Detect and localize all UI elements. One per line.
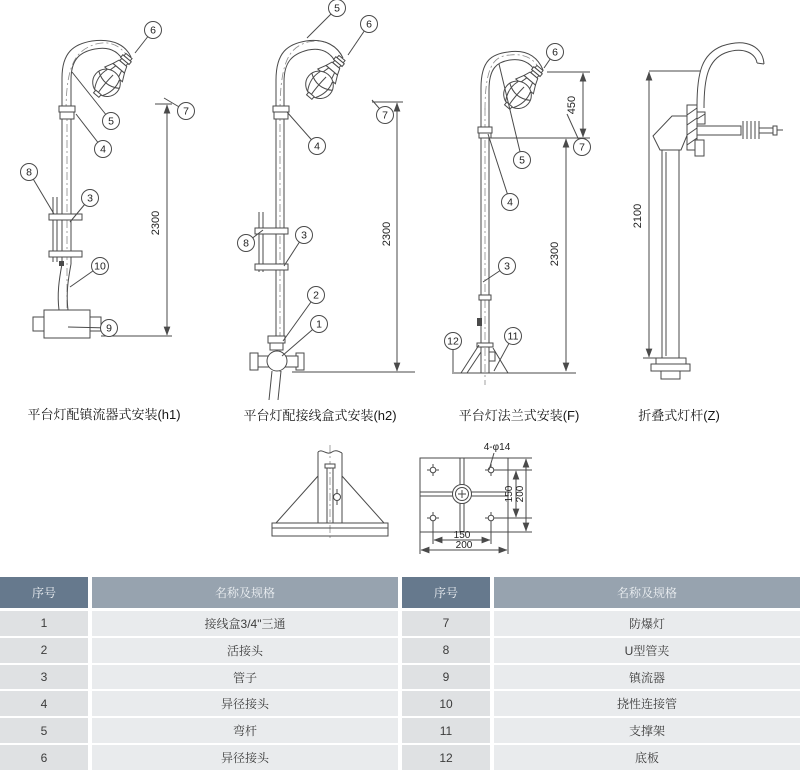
svg-text:3: 3 — [504, 260, 510, 273]
parts-table-left — [0, 577, 398, 770]
dim-150-h: 150 — [453, 530, 471, 541]
table-row — [402, 745, 800, 770]
caption-z: 折叠式灯杆(Z) — [638, 408, 720, 423]
figure-z — [632, 43, 783, 379]
dim-200-v: 200 — [515, 485, 526, 503]
dim-200-h: 200 — [455, 540, 473, 551]
explosion-proof-lamp-icon — [298, 49, 352, 106]
part-name: 活接头 — [92, 638, 398, 663]
u-clamp — [255, 264, 288, 270]
col-header-name: 名称及规格 — [494, 577, 800, 608]
part-name: 异径接头 — [92, 691, 398, 716]
parts-table-right — [402, 577, 800, 770]
caption-h1: 平台灯配镇流器式安装(h1) — [27, 407, 181, 422]
callout-10 — [70, 258, 109, 288]
part-no: 11 — [402, 718, 490, 743]
svg-text:6: 6 — [366, 18, 372, 31]
base-plate-top-view — [420, 442, 532, 554]
callout-11 — [494, 328, 522, 372]
callout-6 — [544, 44, 564, 69]
table-row — [402, 638, 800, 663]
svg-text:6: 6 — [552, 46, 558, 59]
callout-3 — [483, 258, 516, 283]
part-no: 6 — [0, 745, 88, 770]
figure-f — [445, 44, 591, 386]
part-name: 挠性连接管 — [494, 691, 800, 716]
part-no: 8 — [402, 638, 490, 663]
svg-text:9: 9 — [106, 322, 112, 335]
part-name: U型管夹 — [494, 638, 800, 663]
svg-text:5: 5 — [334, 2, 340, 15]
dim-2100: 2100 — [632, 203, 644, 229]
u-clamp — [49, 251, 82, 257]
part-no: 7 — [402, 611, 490, 636]
dim-2300: 2300 — [150, 210, 162, 236]
u-clamp — [49, 214, 82, 220]
col-header-name: 名称及规格 — [92, 577, 398, 608]
svg-text:6: 6 — [150, 24, 156, 37]
callout-5 — [307, 0, 346, 38]
svg-text:10: 10 — [94, 260, 106, 273]
svg-text:3: 3 — [87, 192, 93, 205]
part-no: 1 — [0, 611, 88, 636]
bolt-hole — [427, 464, 439, 476]
svg-text:4: 4 — [507, 196, 513, 209]
callout-12 — [445, 333, 462, 373]
hole-spec-label: 4-φ14 — [483, 442, 511, 453]
callout-4 — [287, 112, 326, 155]
table-row — [402, 718, 800, 743]
part-no: 2 — [0, 638, 88, 663]
svg-text:8: 8 — [243, 237, 249, 250]
dim-2300: 2300 — [381, 221, 393, 247]
callout-1 — [282, 316, 328, 357]
bolt-hole — [427, 512, 439, 524]
col-header-no: 序号 — [0, 577, 88, 608]
svg-text:2: 2 — [313, 289, 319, 302]
part-no: 9 — [402, 665, 490, 690]
caption-f: 平台灯法兰式安装(F) — [458, 408, 580, 423]
callout-7 — [372, 100, 394, 124]
table-header-row — [402, 577, 800, 608]
svg-text:1: 1 — [316, 318, 322, 331]
svg-text:4: 4 — [100, 143, 106, 156]
base-side-view — [272, 445, 388, 540]
callout-6 — [135, 22, 162, 54]
part-no: 3 — [0, 665, 88, 690]
callout-7 — [164, 98, 195, 120]
table-row — [402, 665, 800, 690]
dim-2300: 2300 — [549, 241, 561, 267]
part-name: 管子 — [92, 665, 398, 690]
explosion-proof-lamp-icon — [85, 47, 139, 104]
part-name: 底板 — [494, 745, 800, 770]
svg-text:7: 7 — [382, 109, 388, 122]
table-row — [0, 611, 398, 636]
svg-text:4: 4 — [314, 140, 320, 153]
table-row — [0, 745, 398, 770]
part-name: 防爆灯 — [494, 611, 800, 636]
part-name: 接线盒3/4"三通 — [92, 611, 398, 636]
callout-4 — [488, 134, 519, 211]
table-header-row — [0, 577, 398, 608]
figure-h1 — [21, 22, 195, 339]
part-no: 10 — [402, 691, 490, 716]
col-header-no: 序号 — [402, 577, 490, 608]
part-name: 镇流器 — [494, 665, 800, 690]
dim-450: 450 — [566, 95, 578, 115]
svg-text:12: 12 — [447, 335, 459, 348]
table-row — [402, 611, 800, 636]
table-row — [0, 638, 398, 663]
callout-8 — [21, 164, 55, 215]
callout-7 — [567, 114, 591, 156]
table-row — [402, 691, 800, 716]
svg-text:7: 7 — [579, 141, 585, 154]
svg-text:5: 5 — [108, 115, 114, 128]
union-coupling — [268, 336, 285, 343]
part-no: 4 — [0, 691, 88, 716]
svg-text:7: 7 — [183, 105, 189, 118]
svg-text:3: 3 — [301, 229, 307, 242]
latch-rod — [697, 126, 741, 135]
ballast-box — [44, 310, 90, 338]
svg-text:8: 8 — [26, 166, 32, 179]
part-name: 异径接头 — [92, 745, 398, 770]
table-row — [0, 691, 398, 716]
caption-h2: 平台灯配接线盒式安装(h2) — [243, 408, 397, 423]
part-name: 弯杆 — [92, 718, 398, 743]
table-row — [0, 665, 398, 690]
svg-text:5: 5 — [519, 154, 525, 167]
u-clamp — [255, 228, 288, 234]
figure-h2 — [238, 0, 416, 400]
dim-150-v: 150 — [504, 485, 515, 503]
table-row — [0, 718, 398, 743]
part-no: 5 — [0, 718, 88, 743]
callout-3 — [70, 190, 99, 223]
part-no: 12 — [402, 745, 490, 770]
part-name: 支撑架 — [494, 718, 800, 743]
svg-text:11: 11 — [507, 330, 519, 343]
callout-6 — [348, 16, 378, 56]
